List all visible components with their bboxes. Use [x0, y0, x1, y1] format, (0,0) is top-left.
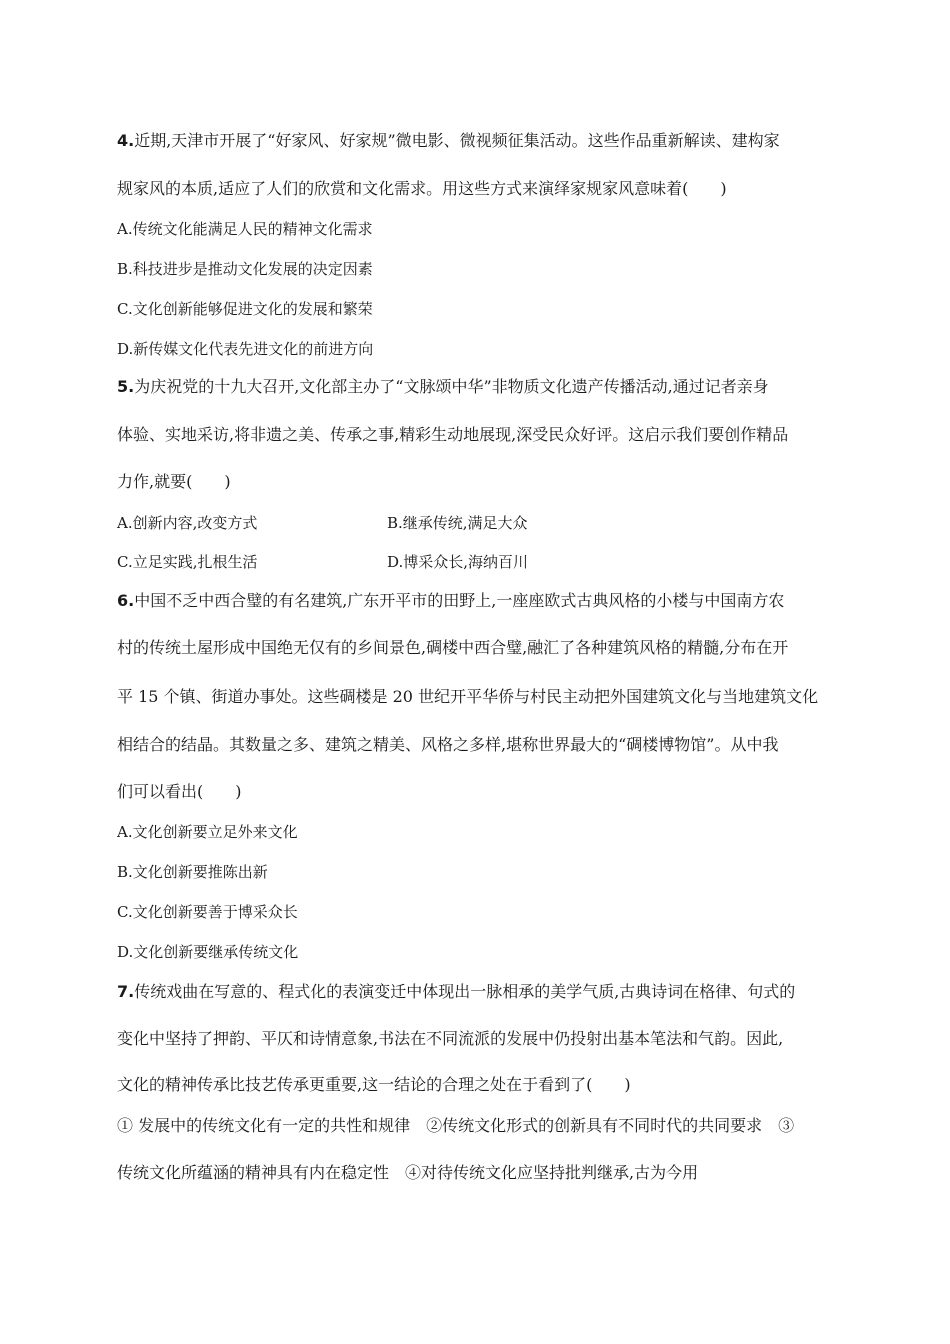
question-7-statements-line-2: 传统文化所蕴涵的精神具有内在稳定性 ④对待传统文化应坚持批判继承,古为今用	[117, 1163, 699, 1182]
question-5-line-1: 5.为庆祝党的十九大召开,文化部主办了“文脉颂中华”非物质文化遗产传播活动,通过记者亲身	[117, 377, 769, 396]
question-4-option-b: B.科技进步是推动文化发展的决定因素	[117, 260, 373, 278]
question-4-option-a: A.传统文化能满足人民的精神文化需求	[117, 220, 373, 238]
question-6-line-2: 村的传统土屋形成中国绝无仅有的乡间景色,碉楼中西合璧,融汇了各种建筑风格的精髓,分布在开	[117, 638, 789, 657]
question-6-number: 6.	[117, 591, 135, 610]
question-4-number: 4.	[117, 131, 135, 150]
question-5-line-2: 体验、实地采访,将非遗之美、传承之事,精彩生动地展现,深受民众好评。这启示我们要创作精品	[117, 425, 789, 444]
question-5-options-row-1	[117, 513, 837, 533]
question-5-option-c: C.立足实践,扎根生活	[117, 553, 258, 571]
question-6-line-3: 平 15 个镇、街道办事处。这些碉楼是 20 世纪开平华侨与村民主动把外国建筑文化与当地建筑文化	[117, 687, 819, 706]
question-4-line-1: 4.近期,天津市开展了“好家风、好家规”微电影、微视频征集活动。这些作品重新解读、建构家	[117, 131, 780, 150]
question-7-line-3: 文化的精神传承比技艺传承更重要,这一结论的合理之处在于看到了( )	[117, 1075, 631, 1094]
question-5-option-d: D.博采众长,海纳百川	[387, 553, 529, 571]
question-6-option-b: B.文化创新要推陈出新	[117, 863, 268, 881]
question-6-line-1: 6.中国不乏中西合璧的有名建筑,广东开平市的田野上,一座座欧式古典风格的小楼与中国南方农	[117, 591, 785, 610]
question-5-option-a: A.创新内容,改变方式	[117, 514, 258, 532]
question-4-option-c: C.文化创新能够促进文化的发展和繁荣	[117, 300, 373, 318]
question-5-option-b: B.继承传统,满足大众	[387, 514, 528, 532]
question-5-number: 5.	[117, 377, 135, 396]
question-6-option-c: C.文化创新要善于博采众长	[117, 903, 298, 921]
question-4-line-2: 规家风的本质,适应了人们的欣赏和文化需求。用这些方式来演绎家规家风意味着( )	[117, 179, 727, 198]
question-7-statements-line-1: ① 发展中的传统文化有一定的共性和规律 ②传统文化形式的创新具有不同时代的共同要求 ③	[117, 1116, 795, 1135]
question-7-line-1: 7.传统戏曲在写意的、程式化的表演变迁中体现出一脉相承的美学气质,古典诗词在格律、句式的	[117, 982, 796, 1001]
question-6-option-d: D.文化创新要继承传统文化	[117, 943, 299, 961]
question-6-line-5: 们可以看出( )	[117, 782, 242, 801]
question-6-line-4: 相结合的结晶。其数量之多、建筑之精美、风格之多样,堪称世界最大的“碉楼博物馆”。从中我	[117, 735, 779, 754]
question-7-line-2: 变化中坚持了押韵、平仄和诗情意象,书法在不同流派的发展中仍投射出基本笔法和气韵。因此,	[117, 1029, 784, 1048]
question-6-option-a: A.文化创新要立足外来文化	[117, 823, 298, 841]
question-5-line-3: 力作,就要( )	[117, 472, 231, 491]
question-7-number: 7.	[117, 982, 135, 1001]
question-5-options-row-2	[117, 552, 837, 572]
question-4-option-d: D.新传媒文化代表先进文化的前进方向	[117, 340, 374, 358]
